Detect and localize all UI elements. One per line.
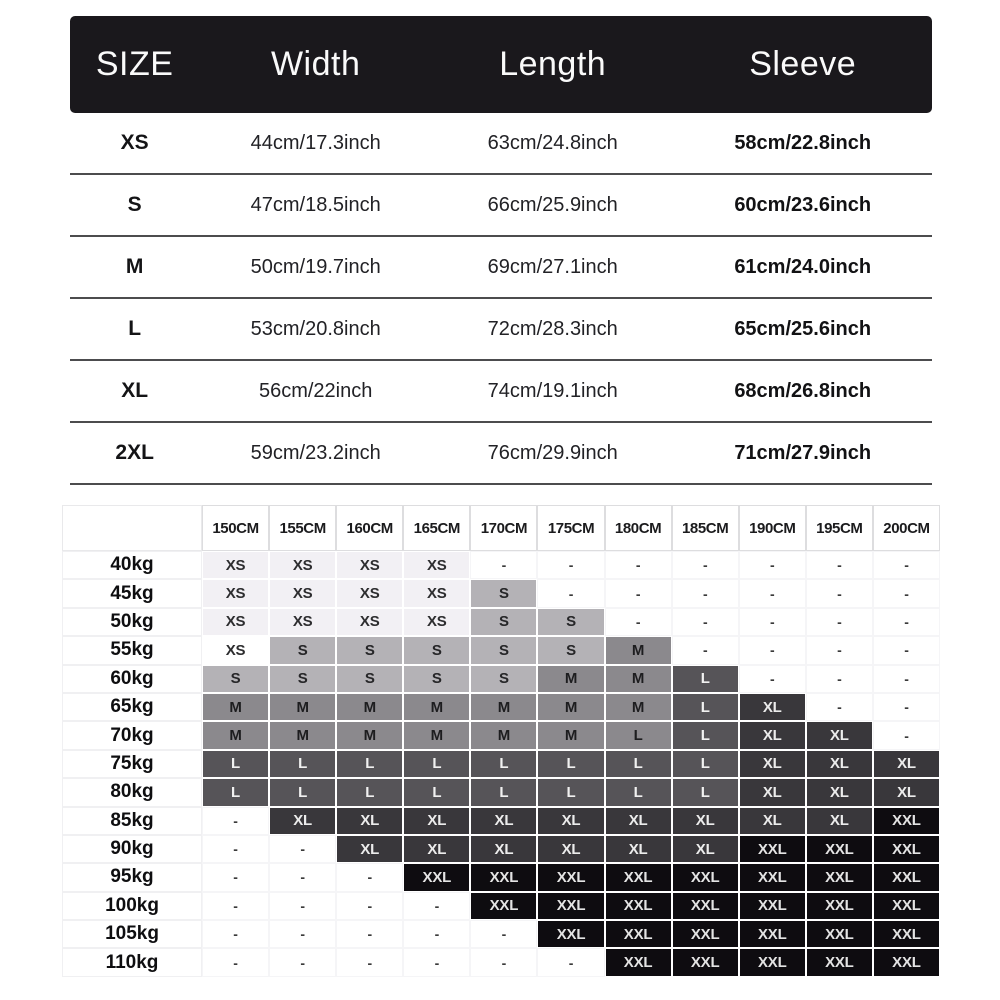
matrix-size-cell: S — [269, 665, 336, 693]
matrix-size-cell: XXL — [806, 920, 873, 948]
matrix-size-cell: M — [403, 693, 470, 721]
matrix-size-cell: S — [537, 608, 604, 636]
matrix-size-cell: XL — [672, 807, 739, 835]
matrix-size-cell: XS — [269, 608, 336, 636]
matrix-empty-cell: - — [806, 636, 873, 664]
matrix-size-cell: XS — [336, 551, 403, 579]
matrix-size-cell: M — [202, 693, 269, 721]
matrix-empty-cell: - — [806, 608, 873, 636]
size-table-body — [70, 113, 932, 485]
matrix-size-cell: XXL — [605, 892, 672, 920]
size-table-row — [70, 361, 932, 423]
sleeve-value: 61cm/24.0inch — [734, 255, 872, 278]
matrix-size-cell: XL — [269, 807, 336, 835]
matrix-empty-cell: - — [537, 551, 604, 579]
matrix-empty-cell: - — [537, 948, 604, 976]
matrix-size-cell: XXL — [873, 892, 940, 920]
matrix-size-cell: XXL — [537, 920, 604, 948]
matrix-size-cell: XS — [336, 579, 403, 607]
matrix-empty-cell: - — [739, 665, 806, 693]
length-value: 66cm/25.9inch — [487, 193, 618, 216]
column-header-sleeve: Sleeve — [749, 45, 857, 83]
matrix-empty-cell: - — [202, 807, 269, 835]
height-header-cell: 170CM — [470, 505, 537, 551]
matrix-empty-cell: - — [336, 920, 403, 948]
matrix-size-cell: XXL — [672, 948, 739, 976]
matrix-size-cell: XXL — [739, 892, 806, 920]
matrix-size-cell: XL — [873, 778, 940, 806]
width-value: 56cm/22inch — [258, 379, 373, 402]
matrix-size-cell: XL — [336, 807, 403, 835]
width-value: 50cm/19.7inch — [250, 255, 381, 278]
matrix-empty-cell: - — [537, 579, 604, 607]
matrix-size-cell: S — [470, 636, 537, 664]
matrix-size-cell: M — [403, 721, 470, 749]
matrix-empty-cell: - — [403, 948, 470, 976]
matrix-size-cell: XL — [336, 835, 403, 863]
matrix-size-cell: XL — [873, 750, 940, 778]
matrix-size-cell: S — [470, 665, 537, 693]
matrix-size-cell: XXL — [605, 920, 672, 948]
matrix-size-cell: XL — [806, 778, 873, 806]
matrix-size-cell: M — [605, 636, 672, 664]
matrix-empty-cell: - — [336, 892, 403, 920]
matrix-empty-cell: - — [739, 551, 806, 579]
matrix-empty-cell: - — [873, 665, 940, 693]
matrix-size-cell: XL — [605, 807, 672, 835]
matrix-size-cell: L — [672, 778, 739, 806]
matrix-empty-cell: - — [269, 863, 336, 891]
matrix-size-cell: XL — [470, 835, 537, 863]
matrix-size-cell: L — [269, 750, 336, 778]
matrix-size-cell: S — [403, 636, 470, 664]
height-header-cell: 200CM — [873, 505, 940, 551]
weight-label-cell: 110kg — [62, 948, 202, 976]
matrix-empty-cell: - — [470, 551, 537, 579]
matrix-size-cell: M — [605, 665, 672, 693]
weight-label-cell: 45kg — [62, 579, 202, 607]
matrix-empty-cell: - — [470, 948, 537, 976]
matrix-size-cell: XL — [739, 778, 806, 806]
matrix-size-cell: XXL — [537, 863, 604, 891]
matrix-size-cell: L — [672, 750, 739, 778]
matrix-size-cell: XL — [470, 807, 537, 835]
height-header-cell: 150CM — [202, 505, 269, 551]
size-value: 2XL — [115, 441, 154, 464]
matrix-empty-cell: - — [672, 608, 739, 636]
weight-label-cell: 100kg — [62, 892, 202, 920]
matrix-empty-cell: - — [873, 579, 940, 607]
matrix-size-cell: XXL — [605, 948, 672, 976]
matrix-size-cell: L — [403, 778, 470, 806]
height-weight-fit-matrix — [62, 505, 940, 977]
matrix-size-cell: XL — [739, 750, 806, 778]
matrix-size-cell: L — [269, 778, 336, 806]
sleeve-value: 65cm/25.6inch — [734, 317, 872, 340]
matrix-size-cell: XXL — [873, 863, 940, 891]
matrix-size-cell: L — [605, 778, 672, 806]
length-value: 74cm/19.1inch — [487, 379, 618, 402]
sleeve-value: 60cm/23.6inch — [734, 193, 872, 216]
weight-label-cell: 95kg — [62, 863, 202, 891]
matrix-empty-cell: - — [269, 892, 336, 920]
matrix-empty-cell: - — [336, 948, 403, 976]
matrix-size-cell: XL — [806, 750, 873, 778]
matrix-empty-cell: - — [873, 693, 940, 721]
matrix-size-cell: XL — [403, 835, 470, 863]
length-value: 63cm/24.8inch — [487, 131, 618, 154]
size-table-row — [70, 113, 932, 175]
matrix-size-cell: XL — [806, 807, 873, 835]
matrix-size-cell: XS — [202, 608, 269, 636]
matrix-empty-cell: - — [470, 920, 537, 948]
matrix-size-cell: XXL — [470, 892, 537, 920]
matrix-empty-cell: - — [269, 835, 336, 863]
height-header-cell: 185CM — [672, 505, 739, 551]
weight-label-cell: 40kg — [62, 551, 202, 579]
length-value: 72cm/28.3inch — [487, 317, 618, 340]
matrix-size-cell: S — [202, 665, 269, 693]
matrix-size-cell: XL — [403, 807, 470, 835]
matrix-empty-cell: - — [739, 608, 806, 636]
matrix-size-cell: XXL — [739, 948, 806, 976]
length-value: 76cm/29.9inch — [487, 441, 618, 464]
matrix-empty-cell: - — [336, 863, 403, 891]
matrix-size-cell: M — [336, 721, 403, 749]
matrix-size-cell: XXL — [873, 948, 940, 976]
matrix-size-cell: L — [537, 750, 604, 778]
matrix-empty-cell: - — [605, 579, 672, 607]
matrix-empty-cell: - — [806, 693, 873, 721]
matrix-empty-cell: - — [605, 551, 672, 579]
matrix-size-cell: XS — [403, 579, 470, 607]
matrix-size-cell: M — [470, 693, 537, 721]
matrix-size-cell: L — [403, 750, 470, 778]
matrix-size-cell: XXL — [873, 920, 940, 948]
matrix-size-cell: L — [470, 778, 537, 806]
matrix-size-cell: M — [537, 721, 604, 749]
matrix-size-cell: S — [470, 608, 537, 636]
matrix-size-cell: M — [269, 721, 336, 749]
matrix-size-cell: S — [537, 636, 604, 664]
matrix-empty-cell: - — [806, 579, 873, 607]
size-value: L — [128, 317, 142, 340]
matrix-size-cell: XL — [537, 807, 604, 835]
height-header-cell: 175CM — [537, 505, 604, 551]
matrix-empty-cell: - — [202, 835, 269, 863]
matrix-size-cell: L — [336, 778, 403, 806]
size-table-row — [70, 175, 932, 237]
matrix-size-cell: M — [336, 693, 403, 721]
weight-label-cell: 105kg — [62, 920, 202, 948]
matrix-size-cell: XL — [605, 835, 672, 863]
matrix-size-cell: XL — [739, 693, 806, 721]
size-table-row — [70, 237, 932, 299]
matrix-size-cell: XL — [739, 807, 806, 835]
height-header-cell: 195CM — [806, 505, 873, 551]
matrix-size-cell: M — [537, 665, 604, 693]
matrix-size-cell: XXL — [605, 863, 672, 891]
matrix-empty-cell: - — [672, 636, 739, 664]
weight-label-cell: 55kg — [62, 636, 202, 664]
matrix-empty-cell: - — [672, 551, 739, 579]
matrix-size-cell: XXL — [806, 948, 873, 976]
weight-label-cell: 90kg — [62, 835, 202, 863]
width-value: 47cm/18.5inch — [250, 193, 381, 216]
size-value: S — [127, 193, 142, 216]
matrix-size-cell: L — [672, 693, 739, 721]
matrix-empty-cell: - — [403, 892, 470, 920]
matrix-size-cell: L — [672, 665, 739, 693]
matrix-size-cell: XS — [202, 636, 269, 664]
matrix-size-cell: XS — [202, 551, 269, 579]
weight-label-cell: 75kg — [62, 750, 202, 778]
matrix-size-cell: L — [672, 721, 739, 749]
matrix-size-cell: S — [269, 636, 336, 664]
weight-label-cell: 60kg — [62, 665, 202, 693]
matrix-size-cell: XS — [202, 579, 269, 607]
sleeve-value: 68cm/26.8inch — [734, 379, 872, 402]
matrix-empty-cell: - — [873, 551, 940, 579]
column-header-width: Width — [270, 45, 361, 83]
matrix-size-cell: M — [269, 693, 336, 721]
matrix-size-cell: XL — [806, 721, 873, 749]
matrix-size-cell: XXL — [873, 807, 940, 835]
matrix-empty-cell: - — [672, 579, 739, 607]
matrix-size-cell: XS — [269, 551, 336, 579]
weight-label-cell: 50kg — [62, 608, 202, 636]
garment-size-table — [70, 16, 932, 485]
matrix-size-cell: S — [336, 665, 403, 693]
matrix-size-cell: L — [537, 778, 604, 806]
matrix-empty-cell: - — [873, 721, 940, 749]
matrix-size-cell: XXL — [470, 863, 537, 891]
height-header-cell: 180CM — [605, 505, 672, 551]
matrix-size-cell: XXL — [672, 863, 739, 891]
width-value: 59cm/23.2inch — [250, 441, 381, 464]
length-value: 69cm/27.1inch — [487, 255, 618, 278]
sleeve-value: 71cm/27.9inch — [734, 441, 872, 464]
matrix-empty-cell: - — [605, 608, 672, 636]
height-header-cell: 155CM — [269, 505, 336, 551]
matrix-size-cell: XS — [269, 579, 336, 607]
matrix-size-cell: XXL — [403, 863, 470, 891]
matrix-empty-cell: - — [739, 636, 806, 664]
matrix-size-cell: XL — [537, 835, 604, 863]
matrix-corner-cell — [62, 505, 202, 551]
column-header-size: SIZE — [95, 45, 174, 83]
size-value: XL — [121, 379, 149, 402]
matrix-empty-cell: - — [873, 608, 940, 636]
matrix-size-cell: M — [537, 693, 604, 721]
matrix-empty-cell: - — [269, 948, 336, 976]
matrix-size-cell: XS — [336, 608, 403, 636]
matrix-size-cell: L — [336, 750, 403, 778]
matrix-size-cell: XS — [403, 551, 470, 579]
matrix-size-cell: XXL — [672, 920, 739, 948]
matrix-empty-cell: - — [202, 892, 269, 920]
matrix-size-cell: XXL — [873, 835, 940, 863]
matrix-empty-cell: - — [269, 920, 336, 948]
matrix-empty-cell: - — [202, 920, 269, 948]
size-table-row — [70, 423, 932, 485]
matrix-size-cell: S — [470, 579, 537, 607]
column-header-length: Length — [499, 45, 607, 83]
matrix-empty-cell: - — [739, 579, 806, 607]
weight-label-cell: 85kg — [62, 807, 202, 835]
matrix-size-cell: M — [470, 721, 537, 749]
matrix-size-cell: L — [470, 750, 537, 778]
matrix-size-cell: XL — [739, 721, 806, 749]
matrix-size-cell: XXL — [739, 835, 806, 863]
matrix-empty-cell: - — [806, 551, 873, 579]
matrix-size-cell: XXL — [739, 920, 806, 948]
matrix-size-cell: XXL — [537, 892, 604, 920]
size-table-header — [70, 16, 932, 113]
matrix-size-cell: XS — [403, 608, 470, 636]
matrix-size-cell: L — [202, 750, 269, 778]
matrix-size-cell: XXL — [806, 863, 873, 891]
height-header-cell: 160CM — [336, 505, 403, 551]
matrix-size-cell: M — [202, 721, 269, 749]
size-value: M — [125, 255, 144, 278]
matrix-size-cell: L — [202, 778, 269, 806]
matrix-empty-cell: - — [202, 948, 269, 976]
matrix-empty-cell: - — [403, 920, 470, 948]
matrix-size-cell: XXL — [806, 892, 873, 920]
matrix-size-cell: M — [605, 693, 672, 721]
matrix-empty-cell: - — [202, 863, 269, 891]
matrix-size-cell: L — [605, 750, 672, 778]
matrix-empty-cell: - — [806, 665, 873, 693]
height-header-cell: 190CM — [739, 505, 806, 551]
width-value: 44cm/17.3inch — [250, 131, 381, 154]
sleeve-value: 58cm/22.8inch — [734, 131, 872, 154]
size-table-row — [70, 299, 932, 361]
weight-label-cell: 65kg — [62, 693, 202, 721]
matrix-size-cell: XXL — [739, 863, 806, 891]
height-header-cell: 165CM — [403, 505, 470, 551]
matrix-size-cell: L — [605, 721, 672, 749]
matrix-size-cell: XL — [672, 835, 739, 863]
matrix-size-cell: XXL — [672, 892, 739, 920]
matrix-empty-cell: - — [873, 636, 940, 664]
matrix-size-cell: S — [336, 636, 403, 664]
matrix-size-cell: S — [403, 665, 470, 693]
matrix-size-cell: XXL — [806, 835, 873, 863]
size-value: XS — [120, 131, 149, 154]
width-value: 53cm/20.8inch — [250, 317, 381, 340]
weight-label-cell: 70kg — [62, 721, 202, 749]
weight-label-cell: 80kg — [62, 778, 202, 806]
